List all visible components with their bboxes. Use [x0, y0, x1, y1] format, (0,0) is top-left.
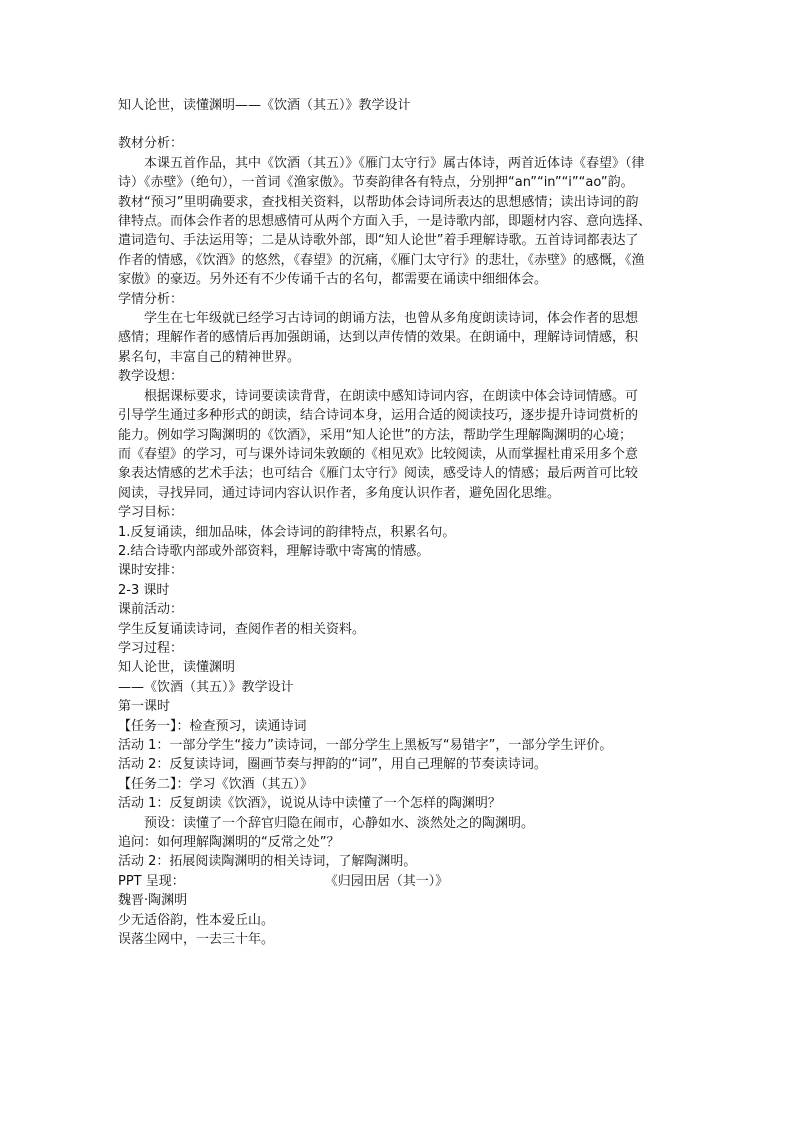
lesson-label: 第一课时 [118, 699, 171, 715]
paragraph-line: 阅读，寻找异同，通过诗词内容认识作者，多角度认识作者，避免固化思维。 [118, 485, 561, 501]
paragraph-line: 作者的情感，《饮酒》的悠然，《春望》的沉痛，《雁门太守行》的悲壮，《赤壁》的感慨，《渔 [118, 252, 645, 268]
paragraph-line: 本课五首作品，其中《饮酒（其五）》《雁门太守行》属古体诗，两首近体诗《春望》（律 [144, 155, 645, 171]
poem-line: 少无适俗韵，性本爱丘山。 [118, 912, 275, 928]
poem-author: 魏晋·陶渊明 [118, 893, 188, 909]
paragraph-line: 遣词造句、手法运用等；二是从诗歌外部，即“知人论世”着手理解诗歌。五首诗词都表达了 [118, 233, 639, 249]
poem-title: 《归园田居（其一）》 [324, 873, 449, 889]
poem-line: 误落尘网中，一去三十年。 [118, 932, 275, 948]
schedule-value: 2-3 课时 [118, 582, 170, 598]
task-heading: 【任务一】：检查预习，读通诗词 [118, 718, 307, 734]
paragraph-line: 引导学生通过多种形式的朗读，结合诗词本身，运用合适的阅读技巧，逐步提升诗词赏析的 [118, 408, 639, 424]
paragraph-line: 能力。例如学习陶渊明的《饮酒》，采用“知人论世”的方法，帮助学生理解陶渊明的心境； [118, 427, 632, 443]
paragraph-line: 感情；理解作者的感情后再加强朗诵，达到以声传情的效果。在朗诵中，理解诗词情感，积 [118, 330, 639, 346]
preset-line: 预设：读懂了一个辞官归隐在闹市，心静如水、淡然处之的陶渊明。 [144, 815, 535, 831]
process-title: 知人论世，读懂渊明 [118, 660, 236, 676]
section-heading-pre-activity: 课前活动： [118, 602, 184, 618]
activity-line: 活动 1：反复朗读《饮酒》，说说从诗中读懂了一个怎样的陶渊明？ [118, 796, 501, 812]
document-title: 知人论世，读懂渊明——《饮酒（其五）》教学设计 [118, 98, 411, 113]
activity-line: 活动 1：一部分学生“接力”读诗词，一部分学生上黑板写“易错字”，一部分学生评价。 [118, 738, 613, 753]
paragraph-line: 家傲》的豪迈。另外还有不少传诵千古的名句，都需要在诵读中细细体会。 [118, 272, 548, 288]
section-heading-goal: 学习目标： [118, 505, 184, 521]
goal-item: 1.反复诵读，细加品味，体会诗词的韵律特点，积累名句。 [118, 524, 456, 540]
ppt-label: PPT 呈现： [118, 873, 185, 889]
paragraph-line: 累名句，丰富自己的精神世界。 [118, 349, 301, 365]
activity-line: 活动 2：反复读诗词，圈画节奏与押韵的“词”，用自己理解的节奏读诗词。 [118, 757, 547, 773]
paragraph-line: 学生在七年级就已经学习古诗词的朗诵方法，也曾从多角度朗读诗词，体会作者的思想 [144, 311, 639, 327]
paragraph-line: 根据课标要求，诗词要读读背背，在朗读中感知诗词内容，在朗读中体会诗词情感。可 [144, 388, 639, 404]
task-heading: 【任务二】：学习《饮酒（其五）》 [118, 776, 314, 792]
followup-line: 追问：如何理解陶渊明的“反常之处”？ [118, 835, 340, 851]
section-heading-schedule: 课时安排： [118, 563, 184, 579]
pre-activity-value: 学生反复诵读诗词，查阅作者的相关资料。 [118, 621, 366, 637]
section-heading-process: 学习过程： [118, 640, 184, 656]
paragraph-line: 而《春望》的学习，可与课外诗词朱敦颐的《相见欢》比较阅读，从而掌握杜甫采用多个意 [118, 446, 639, 462]
paragraph-line: 教材“预习”里明确要求，查找相关资料，以帮助体会诗词所表达的思想感情；读出诗词的韵 [118, 194, 639, 210]
paragraph-line: 象表达情感的艺术手法；也可结合《雁门太守行》阅读，感受诗人的情感；最后两首可比较 [118, 466, 639, 482]
activity-line: 活动 2：拓展阅读陶渊明的相关诗词，了解陶渊明。 [118, 854, 417, 870]
section-heading-material: 教材分析： [118, 136, 184, 152]
goal-item: 2.结合诗歌内部或外部资料，理解诗歌中寄寓的情感。 [118, 543, 430, 559]
paragraph-line: 诗）《赤壁》（绝句），一首词《渔家傲》。节奏韵律各有特点，分别押“an”“in”“i”“ao”韵。 [118, 175, 634, 191]
ppt-line [118, 872, 676, 891]
section-heading-student: 学情分析： [118, 291, 184, 307]
process-subtitle: ——《饮酒（其五）》教学设计 [118, 679, 294, 695]
section-heading-idea: 教学设想： [118, 369, 184, 385]
paragraph-line: 律特点。而体会作者的思想感情可从两个方面入手，一是诗歌内部，即题材内容、意向选择、 [118, 214, 652, 230]
